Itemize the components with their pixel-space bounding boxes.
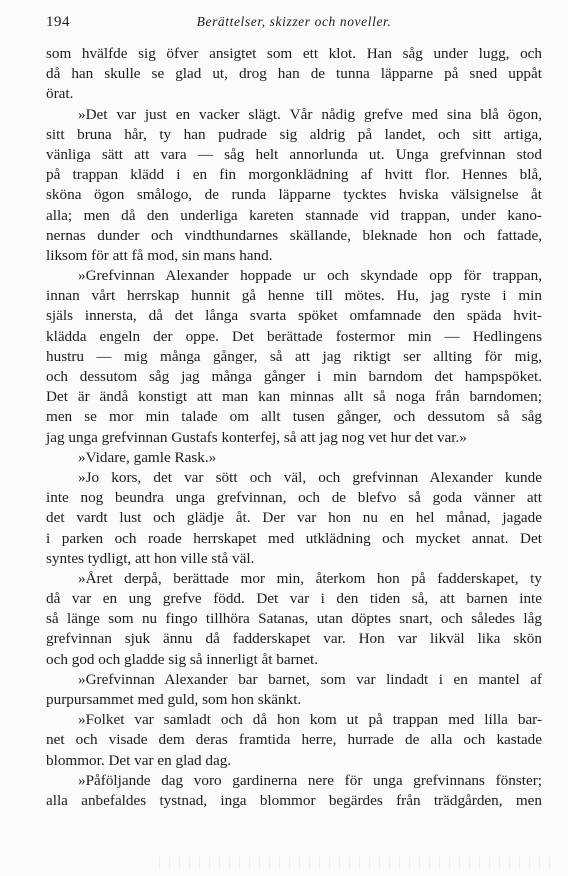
text-line: på trappan klädd i en fin morgonklädning af hvitt flor. Hennes blå, bbox=[46, 166, 542, 184]
text-line: innan vårt herrskap hunnit gå henne till mötes. Hu, jag ryste i min bbox=[46, 287, 542, 305]
text-line: som hvälfde sig öfver ansigtet som ett klot. Han såg under lugg, och bbox=[46, 45, 542, 62]
text-line: då var en ung grefve född. Det var i den tiden så, att barnen inte bbox=[46, 590, 542, 608]
text-line: nernas dunder och vindthundarnes skällande, bleknade hon och fattade, bbox=[46, 226, 542, 244]
text-line: liksom för att få mod, sin mans hand. bbox=[46, 246, 273, 264]
text-line: »Påföljande dag voro gardinerna nere för unga grefvinnans fönster; bbox=[78, 771, 542, 789]
text-line: och god och gladde sig så innerligt åt barnet. bbox=[46, 650, 319, 668]
text-line: då han skulle se glad ut, drog han de tunna läpparne på sned uppåt bbox=[46, 65, 542, 83]
text-line: i parken och roade herrskapet med utklädning och mycket annat. Det bbox=[46, 529, 542, 547]
text-line: »Det var just en vacker slägt. Vår nådig grefve med sina blå ögon, bbox=[78, 105, 542, 123]
text-line: alla; men då den underliga kareten stannade vid trappan, under kano- bbox=[46, 206, 542, 224]
text-line: Det är ändå konstigt att man kan minnas allt så noga från barndomen; bbox=[46, 388, 542, 406]
text-line: blommor. Det var en glad dag. bbox=[46, 751, 232, 769]
text-line: jag unga grefvinnan Gustafs konterfej, så att jag nog vet hur det var.» bbox=[46, 428, 467, 446]
text-line: »Grefvinnan Alexander hoppade ur och skyndade opp för trappan, bbox=[78, 267, 542, 285]
text-line: »Jo kors, det var sött och väl, och grefvinnan Alexander kunde bbox=[78, 468, 542, 486]
text-line: »Vidare, gamle Rask.» bbox=[78, 448, 217, 466]
text-line: så länge som nu fingo tillhöra Satanas, utan döptes snart, och således låg bbox=[46, 610, 542, 628]
text-line: sitt bruna hår, ty han pudrade sig aldrig på landet, och sitt artiga, bbox=[46, 125, 542, 143]
text-line: alla anbefaldes tystnad, inga blommor begärdes från trädgården, men bbox=[46, 791, 542, 809]
text-line: örat. bbox=[46, 85, 74, 103]
page-number: 194 bbox=[46, 14, 70, 30]
text-line: och dessutom såg jag många gånger i min barndom det hampspöket. bbox=[46, 368, 542, 385]
text-line: vänliga sätt att vara — såg helt annorlunda ut. Unga grefvinnan stod bbox=[46, 145, 542, 163]
text-line: klädda engeln der oppe. Det berättade fostermor min — Hedlingens bbox=[46, 327, 542, 345]
paper-specks bbox=[150, 855, 550, 869]
text-line: net och visade dem deras framtida herre, hurrade de alla och kastade bbox=[46, 731, 542, 749]
book-page bbox=[46, 0, 542, 811]
text-line: »Grefvinnan Alexander bar barnet, som var lindadt i en mantel af bbox=[78, 670, 542, 688]
text-line: grefvinnan sjuk ännu då fadderskapet var. Hon var likväl lika skön bbox=[46, 630, 542, 648]
running-head: Berättelser, skizzer och noveller. bbox=[196, 14, 392, 29]
text-line: hustru — mig många gånger, så att jag riktigt ser allting för mig, bbox=[46, 347, 542, 365]
text-line: purpursammet med guld, som hon skänkt. bbox=[46, 691, 302, 708]
text-line: själs innersta, då det långa svarta spöket omfamnade den späda hvit- bbox=[46, 307, 542, 325]
body-text bbox=[46, 44, 542, 811]
text-line: sköna ögon smålogo, de runda läpparne tycktes hviska välsignelse åt bbox=[46, 186, 542, 204]
text-line: »Året derpå, berättade mor min, återkom hon på fadderskapet, ty bbox=[78, 569, 542, 587]
text-line: det vardt lust och glädje åt. Der var hon nu en hel månad, jagade bbox=[46, 509, 542, 527]
text-line: men se mor min talade om allt tusen gånger, och dessutom så såg bbox=[46, 408, 542, 426]
text-line: inte nog beundra unga grefvinnan, och de blefvo så goda vänner att bbox=[46, 489, 542, 507]
text-line: »Folket var samladt och då hon kom ut på trappan med lilla bar- bbox=[78, 711, 542, 729]
page-header bbox=[46, 0, 542, 44]
text-line: syntes tydligt, att hon ville stå väl. bbox=[46, 549, 255, 567]
